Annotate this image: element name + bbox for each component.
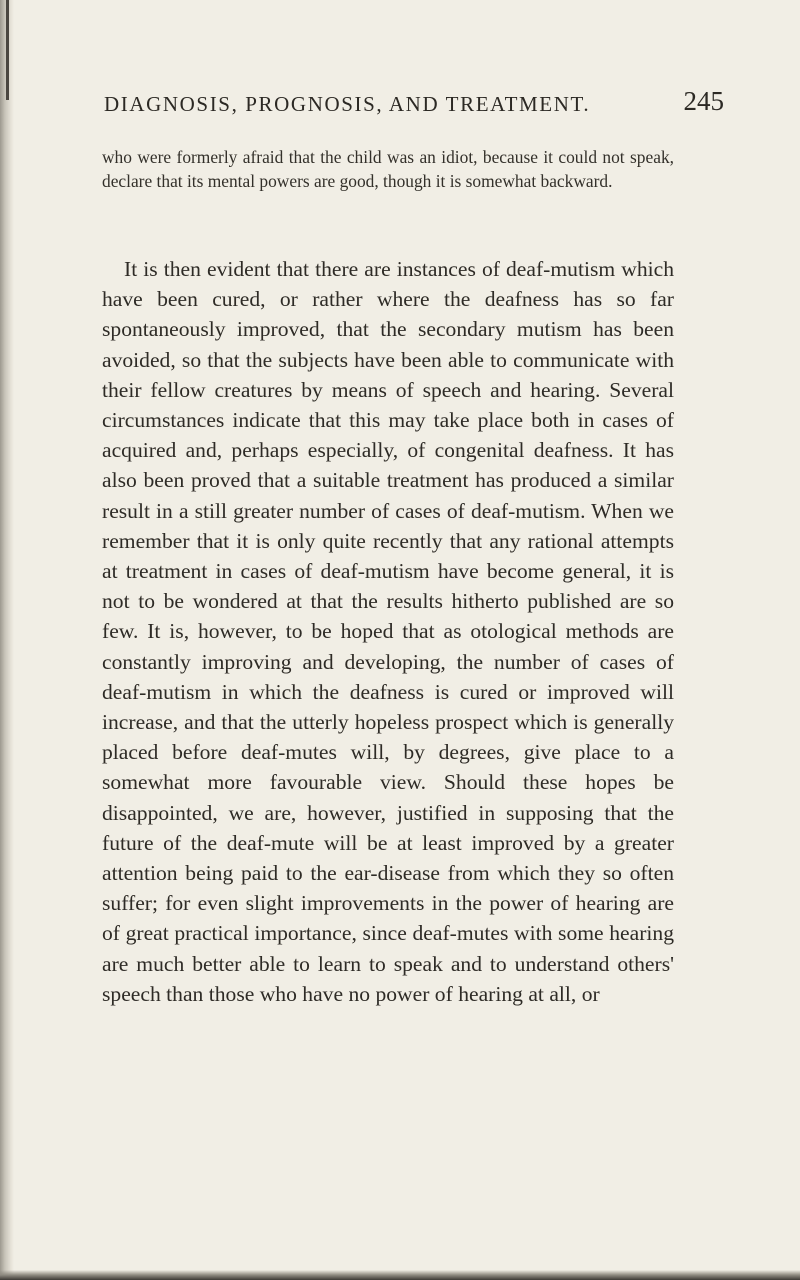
page-bottom-edge bbox=[0, 1270, 800, 1280]
page-number: 245 bbox=[683, 86, 724, 116]
body-paragraph bbox=[102, 254, 674, 1009]
continuation-text: who were formerly afraid that the child was an idiot, because it could not speak, declare that its mental powers are good, though it is somewhat backward. bbox=[102, 147, 674, 191]
binding-edge-mark bbox=[6, 0, 9, 100]
paragraph-text: It is then evident that there are instances of deaf-mutism which have been cured, or rather where the deafness has so far spontaneously improved, that the secondary mutism has been avoided, so that the subjects have been able to communicate with their fellow creatures by means of speech and hearing. Several circumstances indicate that this may take place both in cases of acquired and, perhaps especially, of congenital deafness. It has also been proved that a suitable treatment has produced a similar result in a still greater number of cases of deaf-mutism. When we remember that it is only quite recently that any rational attempts at treatment in cases of deaf-mutism have become general, it is not to be wondered at that the results hitherto published are so few. It is, however, to be hoped that as otological methods are constantly improving and developing, the number of cases of deaf-mutism in which the deafness is cured or improved will increase, and that the utterly hopeless prospect which is generally placed before deaf-mutes will, by degrees, give place to a somewhat more favourable view. Should these hopes be disappointed, we are, however, justified in supposing that the future of the deaf-mute will be at least improved by a greater attention being paid to the ear-disease from which they so often suffer; for even slight improvements in the power of hearing are of great practical importance, since deaf-mutes with some hearing are much better able to learn to speak and to understand others' speech than those who have no power of hearing at all, or bbox=[102, 257, 674, 1006]
page-header bbox=[104, 86, 724, 126]
page-gutter-shadow bbox=[0, 0, 14, 1280]
running-head: DIAGNOSIS, PROGNOSIS, AND TREATMENT. bbox=[104, 92, 591, 116]
